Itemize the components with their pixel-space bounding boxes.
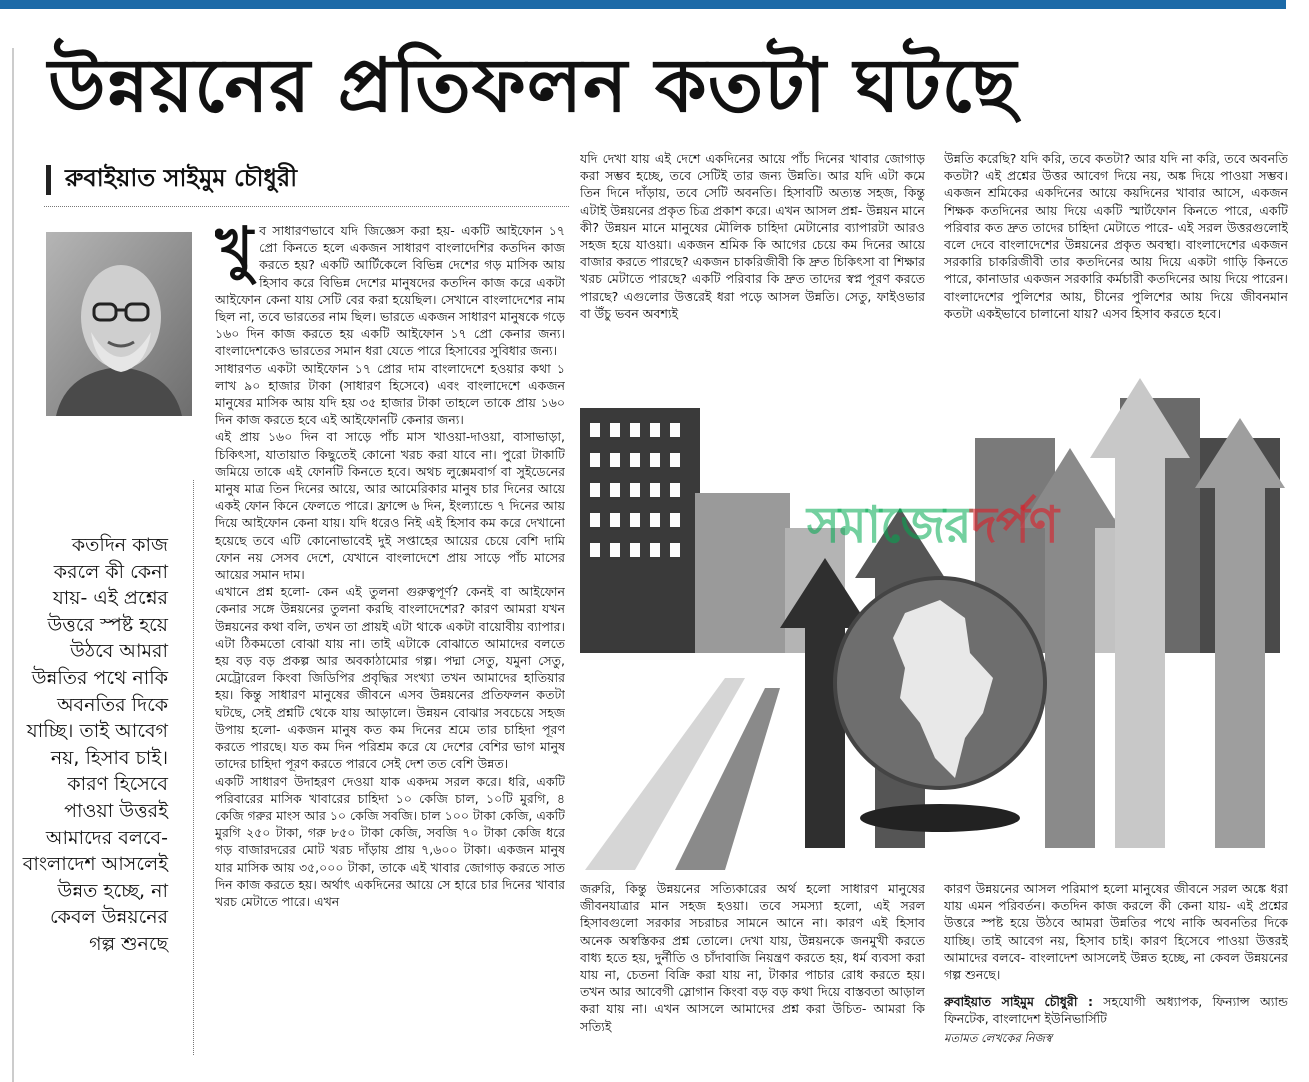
article-column-1 — [215, 222, 565, 1062]
drop-cap: খু — [215, 222, 254, 282]
article-column-4 — [580, 880, 925, 1060]
pull-quote: কতদিন কাজ করলে কী কেনা যায়- এই প্রশ্নের উত্তরে স্পষ্ট হয়ে উঠবে আমরা উন্নতির পথে নাকি অবনতির দিকে যাচ্ছি। তাই আবেগ নয়, হিসাব চাই। কারণ হিসেবে পাওয়া উত্তরই আমাদের বলবে- বাংলাদেশ আসলেই উন্নত হচ্ছে, না কেবল উন্নয়নের গল্প শুনছে — [22, 534, 168, 955]
development-illustration — [575, 378, 1290, 870]
paragraph: জরুরি, কিন্তু উন্নয়নের সত্যিকারের অর্থ হলো সাধারণ মানুষের জীবনযাত্রার মান সহজ হওয়া। তবে সমস্যা হলো, এই সরল হিসাবগুলো সরকার সচরাচর সামনে আনে না। কারণ এই হিসাব অনেক অস্বস্তিকর প্রশ্ন তোলে। দেখা যায়, উন্নয়নকে জনমুখী করতে বাধ্য হতে হয়, দুর্নীতি ও চাঁদাবাজি নিয়ন্ত্রণ করতে হয়, ধর্ম ব্যবসা করা যায় না, চেতনা বিক্রি করা যায় না, টাকার পাচার রোধ করতে হয়। তখন আর আবেগী স্লোগান কিংবা বড় বড় কথা দিয়ে বাস্তবতা আড়াল করা যায় না। এখন আসলে আমাদের প্রশ্ন করা উচিত- আমরা কি সত্যিই — [580, 881, 925, 1034]
paragraph: কারণ উন্নয়নের আসল পরিমাপ হলো মানুষের জীবনে সরল অঙ্কে ধরা যায় এমন পরিবর্তন। কতদিন কাজ করলে কী কেনা যায়- এই প্রশ্নের উত্তরে স্পষ্ট হয়ে উঠবে আমরা উন্নতির পথে নাকি অবনতির দিকে যাচ্ছি। তাই আবেগ নয়, হিসাব চাই। কারণ হিসেবে পাওয়া উত্তরই আমাদের বলবে- বাংলাদেশ আসলেই উন্নত হচ্ছে, না কেবল উন্নয়নের গল্প শুনছে। — [944, 881, 1288, 983]
article-column-3 — [944, 150, 1288, 368]
bio-text: সহযোগী অধ্যাপক, ফিন্যান্স অ্যান্ড ফিনটেক, বাংলাদেশ ইউনিভার্সিটি — [944, 994, 1288, 1027]
byline — [46, 162, 297, 198]
author-bio — [944, 993, 1288, 1027]
author-photo — [46, 232, 192, 416]
headline: উন্নয়নের প্রতিফলন কতটা ঘটছে — [48, 43, 1018, 129]
pull-quote-divider — [193, 480, 194, 1055]
page-edge-rule — [12, 48, 14, 1082]
bio-name: রুবাইয়াত সাইমুম চৌধুরী : — [944, 994, 1094, 1010]
byline-author: রুবাইয়াত সাইমুম চৌধুরী — [65, 164, 298, 192]
paragraph: একটি সাধারণ উদাহরণ দেওয়া যাক একদম সরল করে। ধরি, একটি পরিবারের মাসিক খাবারের চাহিদা ১০ কেজি চাল, ১০টি মুরগি, ৪ কেজি গরুর মাংস আর ১০ কেজি সবজি। চাল ১০০ টাকা কেজি, একটি মুরগি ২৫০ টাকা, গরু ৮৫০ টাকা কেজি, সবজি ৭০ টাকা কেজি ধরে গড় বাজারদরের মোট খরচ দাঁড়ায় প্রায় ৭,৬০০ টাকা। একজন মানুষ যার মাসিক আয় ৩৫,০০০ টাকা, তাকে এই খাবার জোগাড় করতে সাত দিন কাজ করতে হয়। অর্থাৎ একদিনের আয়ে সে হারে চার দিনের খাবার খরচ মেটাতে পারে। এখন — [215, 773, 565, 909]
article-column-2 — [580, 150, 925, 368]
article-column-5 — [944, 880, 1288, 1060]
paragraph: সাধারণত একটা আইফোন ১৭ প্রোর দাম বাংলাদেশে হওয়ার কথা ১ লাখ ৯০ হাজার টাকা (সাধারণ হিসেবে) এবং বাংলাদেশে একজন মানুষের মাসিক আয় যদি হয় ৩৫ হাজার টাকা তাহলে তাকে প্রায় ১৬০ দিন কাজ করতে হবে এই আইফোনটি কেনার জন্য। — [215, 360, 565, 428]
paragraph: এখানে প্রশ্ন হলো- কেন এই তুলনা গুরুত্বপূর্ণ? কেনই বা আইফোন কেনার সঙ্গে উন্নয়নের তুলনা করছি বাংলাদেশের? কারণ আমরা যখন উন্নয়নের কথা বলি, তখন তা প্রায়ই এটা থাকে একটা বায়োবীয় ব্যাপার। এটা ঠিকমতো বোঝা যায় না। তাই এটাকে বোঝাতে আমাদের বলতে হয় বড় বড় প্রকল্প আর অবকাঠামোর গল্প। পদ্মা সেতু, যমুনা সেতু, মেট্রোরেল কিংবা জিডিপির প্রবৃদ্ধির সংখ্যা তখন আমাদের হাতিয়ার হয়। কিন্তু সাধারণ মানুষের জীবনে এসব উন্নয়নের প্রতিফলন কতটা ঘটছে, সেই প্রশ্নটি থেকে যায় আড়ালে। উন্নয়ন বোঝার সবচেয়ে সহজ উপায় হলো- একজন মানুষ কত কম দিনের শ্রমে তার চাহিদা পূরণ করতে পারছে। যত কম দিন পরিশ্রম করে যে দেশের বেশির ভাগ মানুষ তাদের চাহিদা পূরণ করতে পারবে সেই দেশ তত বেশি উন্নত। — [215, 584, 565, 772]
watermark — [575, 488, 1290, 571]
paragraph: ব সাধারণভাবে যদি জিজ্ঞেস করা হয়- একটি আইফোন ১৭ প্রো কিনতে হলে একজন সাধারণ বাংলাদেশির কতদিন কাজ করতে হয়? একটি আর্টিকেলে বিভিন্ন দেশের গড় মাসিক আয় হিসাব করে বিভিন্ন দেশের মানুষদের কতদিন কাজ করে একটা আইফোন কেনা যায় সেটি বের করা হয়েছিল। সেখানে বাংলাদেশের নাম ছিল না, তবে ভারতের নাম ছিল। ভারতে একজন সাধারণ মানুষকে গড়ে ১৬০ দিন কাজ করতে হয় একটি আইফোন ১৭ প্রো কেনার জন্য। বাংলাদেশকেও ভারতের সমান ধরা যেতে পারে হিসাবের সুবিধার জন্য। — [215, 223, 565, 359]
watermark-part-1: সমাজের — [806, 496, 971, 554]
watermark-part-2: দর্পণ — [970, 496, 1059, 554]
paragraph: উন্নতি করেছি? যদি করি, তবে কতটা? আর যদি না করি, তবে অবনতি কতটা? এই প্রশ্নের উত্তর আবেগ দিয়ে নয়, অঙ্ক দিয়ে পাওয়া সম্ভব। একজন শ্রমিকের একদিনের আয়ে কয়দিনের খাবার আসে, একজন শিক্ষক কতদিনের আয় দিয়ে একটি স্মার্টফোন কিনতে পারে, একটি পরিবার কত দ্রুত তাদের চাহিদা মেটাতে পারে- এই সরল উত্তরগুলোই বলে দেবে বাংলাদেশের উন্নয়নের প্রকৃত অবস্থা। বাংলাদেশের একজন সরকারি চাকরিজীবী তার কতদিনের আয় দিয়ে একটা গাড়ি কিনতে পারে, কানাডার একজন সরকারি কর্মচারী কতদিনের আয় দিয়ে পারেন। বাংলাদেশের পুলিশের আয়, চীনের পুলিশের আয় দিয়ে জীবনমান কতটা একইভাবে চালানো যায়? এসব হিসাব করতে হবে। — [944, 151, 1288, 321]
top-accent-bar — [0, 0, 1286, 9]
paragraph: এই প্রায় ১৬০ দিন বা সাড়ে পাঁচ মাস খাওয়া-দাওয়া, বাসাভাড়া, চিকিৎসা, যাতায়াত কিছুতেই কোনো খরচ করা যাবে না। পুরো টাকাটি জমিয়ে তাকে এই ফোনটি কিনতে হবে। অথচ লুক্সেমবার্গ বা সুইডেনের মানুষ মাত্র তিন দিনের আয়ে, আর আমেরিকার মানুষ চার দিনের আয়ে একই ফোন কিনে ফেলতে পারে। ফ্রান্সে ৬ দিন, ইংল্যান্ডে ৭ দিনের আয় দিয়ে আইফোন কেনা যায়। যদি ধরেও নিই এই হিসাব কম করে দেখানো হয়েছে তবে এটি কোনোভাবেই দুই সপ্তাহের আয়ের চেয়ে বেশি দামি ফোন নয় সেসব দেশে, যেখানে বাংলাদেশে প্রায় সাড়ে পাঁচ মাসের আয়ের সমান দাম। — [215, 429, 565, 583]
disclaimer: মতামত লেখকের নিজস্ব — [944, 1030, 1052, 1045]
byline-divider — [44, 206, 569, 207]
paragraph: যদি দেখা যায় এই দেশে একদিনের আয়ে পাঁচ দিনের খাবার জোগাড় করা সম্ভব হচ্ছে, তবে সেটিই তার জন্য উন্নতি। আর যদি এটা কমে তিন দিনে দাঁড়ায়, তবে সেটি অবনতি। হিসাবটি অত্যন্ত সহজ, কিন্তু এটাই উন্নয়নের প্রকৃত চিত্র প্রকাশ করে। এখন আসল প্রশ্ন- উন্নয়ন মানে কী? উন্নয়ন মানে মানুষের মৌলিক চাহিদা মেটানোর ব্যাপারটা আরও সহজ হয়ে যাওয়া। একজন শ্রমিক কি আগের চেয়ে কম দিনের আয়ে বাজার করতে পারছে? একজন চাকরিজীবী কি দ্রুত চিকিৎসা বা শিক্ষার খরচ মেটাতে পারছে? একটি পরিবার কি দ্রুত তাদের স্বপ্ন পূরণ করতে পারছে? এগুলোর উত্তরেই ধরা পড়ে আসল উন্নতি। সেতু, ফাইওভার বা উঁচু ভবন অবশ্যই — [580, 151, 925, 321]
byline-bar — [46, 165, 51, 195]
